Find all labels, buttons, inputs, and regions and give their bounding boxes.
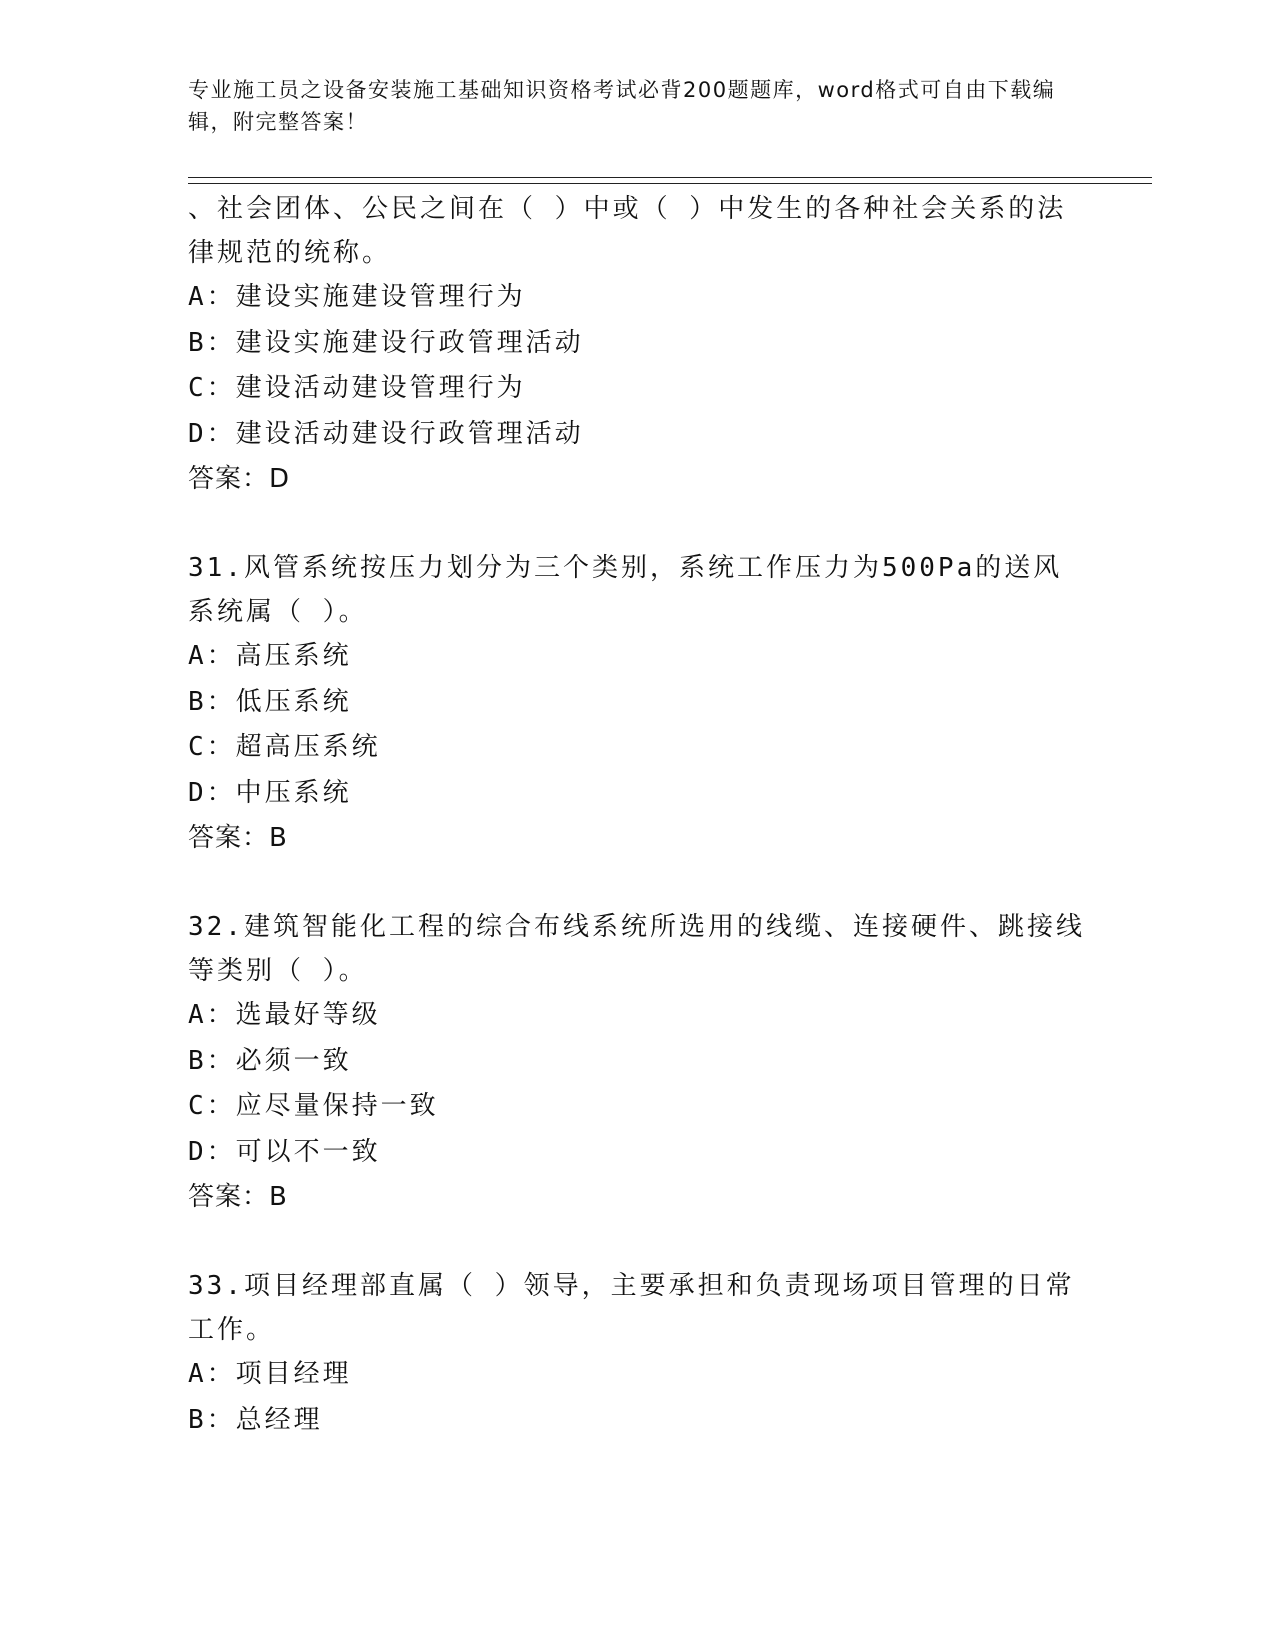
option-d: D：中压系统	[188, 777, 352, 808]
question-block	[188, 1264, 1088, 1443]
option-b: B：建设实施建设行政管理活动	[188, 327, 584, 358]
question-block	[188, 187, 1088, 502]
question-list	[188, 187, 1088, 1443]
option-b: B：必须一致	[188, 1045, 352, 1076]
option-d: D：建设活动建设行政管理活动	[188, 418, 584, 449]
header-divider-top	[188, 177, 1152, 178]
header-divider-bottom	[188, 183, 1152, 184]
option-c: C：建设活动建设管理行为	[188, 373, 526, 403]
question-text: 32.建筑智能化工程的综合布线系统所选用的线缆、连接硬件、跳接线等类别（ ）。	[188, 912, 1085, 986]
answer-line: 答案：B	[188, 823, 288, 853]
option-c: C：超高压系统	[188, 732, 381, 762]
question-text: 、社会团体、公民之间在（ ）中或（ ）中发生的各种社会关系的法律规范的统称。	[188, 194, 1067, 268]
question-text: 31.风管系统按压力划分为三个类别，系统工作压力为500Pa的送风系统属（ ）。	[188, 553, 1063, 627]
option-a: A：选最好等级	[188, 1000, 381, 1030]
spacer	[188, 1220, 1088, 1264]
question-block	[188, 546, 1088, 861]
option-c: C：应尽量保持一致	[188, 1091, 439, 1121]
option-a: A：高压系统	[188, 641, 352, 671]
spacer	[188, 502, 1088, 546]
question-block	[188, 905, 1088, 1220]
spacer	[188, 861, 1088, 905]
option-a: A：建设实施建设管理行为	[188, 282, 526, 312]
answer-line: 答案：D	[188, 464, 291, 494]
option-a: A：项目经理	[188, 1359, 352, 1389]
answer-line: 答案：B	[188, 1182, 288, 1212]
option-b: B：低压系统	[188, 686, 352, 717]
question-text: 33.项目经理部直属（ ）领导，主要承担和负责现场项目管理的日常工作。	[188, 1271, 1075, 1345]
option-d: D：可以不一致	[188, 1136, 381, 1167]
document-header: 专业施工员之设备安装施工基础知识资格考试必背200题题库，word格式可自由下载编辑，附完整答案！	[188, 78, 1056, 134]
option-b: B：总经理	[188, 1404, 323, 1435]
